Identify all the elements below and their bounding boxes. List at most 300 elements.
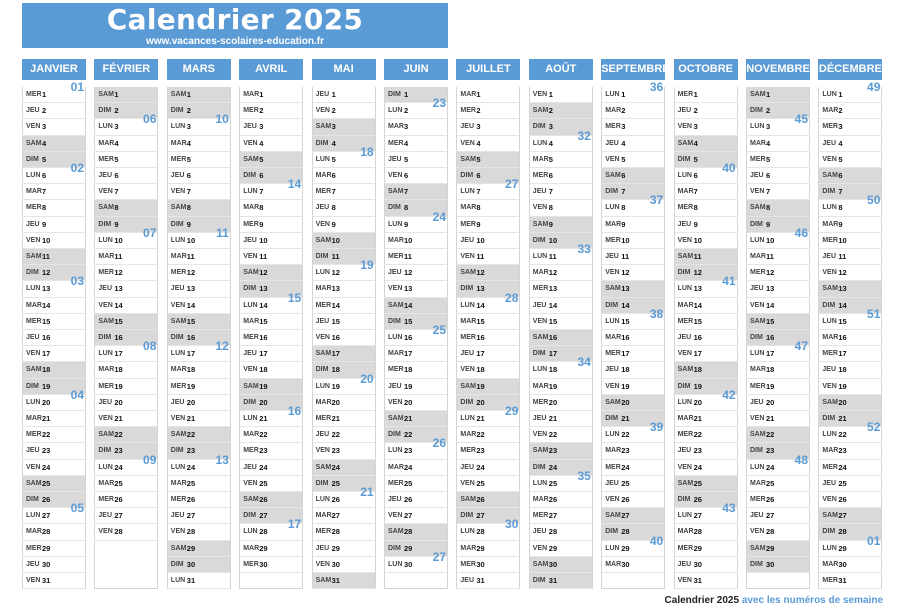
day-name: MER	[315, 415, 332, 422]
day-row	[818, 362, 882, 378]
day-name: VEN	[26, 463, 41, 471]
day-name: MAR	[388, 350, 404, 358]
day-number: 25	[766, 478, 775, 488]
week-number: 23	[432, 96, 446, 111]
day-row	[746, 136, 810, 152]
day-name: MER	[532, 285, 549, 293]
day-name: VEN	[605, 155, 620, 163]
day-row	[529, 443, 593, 459]
day-name: LUN	[315, 155, 330, 163]
day-number: 1	[838, 90, 843, 99]
day-name: MER	[532, 512, 549, 520]
day-name: JEU	[243, 236, 257, 244]
day-name: JEU	[26, 334, 40, 341]
day-name: MAR	[677, 301, 694, 309]
day-number: 24	[42, 462, 51, 472]
day-name: MER	[98, 155, 114, 163]
day-name: SAM	[243, 269, 259, 277]
day-name: MER	[460, 107, 476, 115]
day-name: SAM	[532, 107, 549, 115]
day-name: LUN	[677, 285, 692, 293]
day-name: MAR	[460, 91, 477, 98]
day-number: 10	[838, 235, 847, 245]
day-name: MAR	[26, 415, 42, 422]
day-row	[601, 492, 665, 508]
day-row	[384, 549, 448, 573]
empty-cell	[601, 573, 665, 589]
day-name: VEN	[605, 496, 620, 503]
day-row	[456, 177, 520, 200]
day-row	[529, 152, 593, 168]
day-name: SAM	[170, 91, 187, 98]
day-name: JEU	[388, 382, 402, 390]
day-row	[456, 404, 520, 427]
day-number: 25	[548, 478, 558, 488]
day-name: VEN	[822, 269, 837, 277]
day-number: 7	[186, 187, 191, 197]
day-name: VEN	[315, 107, 330, 115]
day-name: MAR	[243, 431, 260, 439]
day-name: JEU	[750, 172, 764, 179]
day-number: 13	[42, 284, 51, 294]
day-number: 12	[476, 268, 485, 278]
day-name: JEU	[750, 398, 764, 406]
week-number: 05	[70, 501, 84, 516]
day-number: 1	[476, 90, 481, 99]
day-number: 2	[259, 106, 264, 116]
day-name: DIM	[750, 220, 763, 228]
day-number: 6	[766, 171, 771, 180]
day-number: 31	[693, 576, 702, 585]
day-name: LUN	[677, 398, 692, 406]
day-number: 4	[114, 138, 119, 148]
day-row	[456, 152, 520, 168]
day-number: 24	[548, 462, 558, 472]
day-number: 20	[404, 397, 413, 407]
day-name: MAR	[388, 236, 404, 244]
day-name: MER	[243, 107, 259, 115]
day-name: DIM	[532, 236, 546, 244]
day-row	[529, 427, 593, 443]
day-number: 2	[693, 106, 698, 116]
day-number: 6	[186, 171, 191, 180]
day-name: JEU	[605, 139, 619, 147]
day-number: 7	[693, 187, 698, 197]
day-name: MER	[605, 123, 621, 131]
day-number: 24	[259, 462, 268, 472]
month-header: OCTOBRE	[674, 59, 738, 80]
day-name: SAM	[460, 269, 476, 277]
day-number: 5	[404, 154, 409, 164]
day-name: JEU	[388, 269, 402, 277]
day-name: JEU	[750, 512, 764, 520]
day-number: 26	[548, 495, 558, 504]
day-name: DIM	[26, 269, 39, 277]
day-name: DIM	[315, 479, 329, 487]
month-header: SEPTEMBRE	[601, 59, 665, 80]
day-number: 26	[693, 495, 702, 504]
day-name: JEU	[605, 366, 619, 374]
day-number: 16	[621, 333, 630, 342]
day-number: 2	[476, 106, 481, 116]
day-row	[674, 573, 738, 589]
day-number: 25	[186, 478, 196, 488]
day-number: 7	[259, 187, 264, 197]
day-row	[456, 330, 520, 346]
day-number: 15	[42, 316, 51, 326]
day-name: VEN	[532, 204, 548, 212]
day-row	[312, 485, 376, 508]
day-name: JEU	[532, 301, 547, 309]
day-number: 3	[186, 122, 191, 132]
day-row	[239, 233, 303, 249]
day-number: 27	[404, 511, 413, 521]
day-name: SAM	[26, 366, 42, 374]
day-row	[167, 298, 231, 314]
day-name: JEU	[98, 285, 113, 293]
page-title: Calendrier 2025	[106, 3, 364, 36]
day-name: LUN	[26, 512, 41, 520]
day-number: 23	[621, 446, 630, 456]
day-number: 31	[331, 576, 340, 585]
day-number: 30	[766, 559, 775, 569]
day-number: 26	[404, 495, 413, 504]
day-row	[239, 136, 303, 152]
day-name: SAM	[170, 204, 187, 212]
day-row	[22, 411, 86, 427]
week-number: 28	[505, 290, 519, 305]
day-number: 23	[259, 446, 268, 456]
day-name: DIM	[98, 220, 112, 228]
day-name: DIM	[460, 285, 474, 293]
day-name: MAR	[315, 512, 332, 520]
day-name: VEN	[605, 382, 620, 390]
day-number: 22	[548, 430, 558, 440]
day-row	[818, 346, 882, 362]
day-row	[746, 362, 810, 378]
day-number: 9	[476, 219, 481, 229]
day-name: MER	[315, 301, 332, 309]
day-number: 15	[259, 316, 268, 326]
day-name: VEN	[170, 528, 186, 536]
day-name: VEN	[750, 415, 765, 422]
day-number: 3	[259, 122, 264, 132]
day-name: SAM	[170, 431, 187, 439]
day-name: MAR	[677, 415, 694, 422]
day-row	[167, 492, 231, 508]
day-name: LUN	[822, 204, 837, 212]
day-row	[818, 249, 882, 265]
day-row	[601, 362, 665, 378]
day-number: 19	[186, 381, 196, 391]
day-name: MER	[822, 123, 838, 131]
day-row	[529, 411, 593, 427]
day-number: 11	[259, 252, 268, 261]
day-row	[384, 119, 448, 135]
day-row	[167, 339, 231, 362]
day-row	[601, 508, 665, 524]
day-name: MAR	[677, 188, 694, 196]
week-number: 04	[70, 387, 84, 402]
day-name: DIM	[532, 463, 546, 471]
week-number: 50	[867, 193, 881, 208]
day-row	[22, 557, 86, 573]
day-number: 16	[114, 333, 123, 342]
day-number: 29	[404, 543, 413, 553]
day-row	[529, 492, 593, 508]
day-number: 10	[259, 235, 268, 245]
day-name: MAR	[170, 253, 187, 260]
day-number: 12	[404, 268, 413, 278]
day-number: 3	[42, 122, 47, 132]
day-row	[529, 242, 593, 265]
day-row	[818, 265, 882, 281]
day-name: SAM	[605, 285, 621, 293]
day-name: MAR	[98, 366, 115, 374]
year-calendar	[22, 59, 884, 585]
day-name: DIM	[98, 334, 112, 341]
day-row	[674, 249, 738, 265]
day-row	[529, 395, 593, 411]
day-name: SAM	[170, 317, 187, 325]
day-number: 4	[838, 138, 843, 148]
month-header: JUILLET	[456, 59, 520, 80]
day-row	[529, 573, 593, 589]
day-row	[312, 119, 376, 135]
day-row	[818, 443, 882, 459]
day-number: 19	[42, 381, 51, 391]
day-number: 27	[548, 511, 558, 521]
day-name: LUN	[460, 528, 475, 536]
day-row	[746, 541, 810, 557]
day-row	[22, 217, 86, 233]
day-number: 18	[186, 365, 196, 375]
day-name: MER	[677, 204, 694, 212]
day-row	[674, 233, 738, 249]
week-number: 03	[70, 274, 84, 289]
day-number: 3	[331, 122, 336, 132]
day-row	[312, 411, 376, 427]
day-number: 14	[186, 300, 196, 310]
day-name: SAM	[532, 447, 549, 455]
day-row	[746, 168, 810, 184]
day-name: LUN	[388, 560, 403, 568]
day-name: VEN	[243, 366, 258, 374]
day-number: 5	[331, 154, 336, 164]
day-number: 8	[42, 203, 47, 213]
day-row	[22, 249, 86, 265]
day-name: SAM	[750, 544, 766, 552]
day-name: MAR	[388, 123, 404, 131]
day-name: JEU	[822, 139, 837, 147]
day-name: MER	[460, 220, 476, 228]
day-number: 22	[693, 430, 702, 440]
day-row	[529, 217, 593, 233]
day-name: SAM	[822, 172, 838, 179]
day-number: 7	[766, 187, 771, 197]
day-name: VEN	[170, 188, 186, 196]
day-name: MAR	[532, 382, 549, 390]
week-number: 39	[649, 420, 664, 435]
day-row	[384, 460, 448, 476]
day-name: MER	[170, 382, 187, 390]
day-name: DIM	[822, 188, 836, 196]
day-number: 4	[693, 138, 698, 148]
day-name: DIM	[460, 172, 474, 179]
day-row	[239, 290, 303, 314]
day-name: LUN	[98, 350, 113, 358]
day-number: 17	[693, 349, 702, 359]
day-row	[456, 119, 520, 135]
day-name: VEN	[532, 431, 548, 439]
day-row	[312, 258, 376, 281]
day-number: 18	[259, 365, 268, 375]
day-row	[22, 501, 86, 524]
day-row	[456, 443, 520, 459]
day-row	[456, 314, 520, 330]
day-name: MAR	[750, 366, 766, 374]
day-row	[239, 427, 303, 443]
day-row	[384, 136, 448, 152]
day-name: SAM	[315, 577, 332, 584]
day-number: 28	[186, 527, 196, 537]
week-number: 15	[287, 290, 302, 305]
day-number: 21	[114, 414, 123, 423]
day-row	[601, 395, 665, 411]
day-number: 12	[114, 268, 123, 278]
day-row	[601, 379, 665, 395]
day-name: LUN	[605, 544, 620, 552]
day-number: 11	[186, 252, 195, 261]
day-row	[312, 298, 376, 314]
day-number: 8	[259, 203, 264, 213]
day-number: 11	[766, 252, 774, 261]
day-name: MAR	[822, 107, 839, 115]
day-name: LUN	[460, 415, 475, 422]
week-number: 40	[722, 161, 736, 175]
day-name: VEN	[388, 398, 403, 406]
day-name: LUN	[677, 512, 692, 520]
day-row	[456, 265, 520, 281]
day-row	[456, 557, 520, 573]
week-number: 01	[70, 80, 84, 94]
day-number: 13	[404, 284, 413, 294]
day-row	[601, 443, 665, 459]
day-name: JEU	[98, 172, 113, 179]
day-row	[674, 161, 738, 184]
day-name: DIM	[460, 398, 474, 406]
day-number: 29	[766, 543, 775, 553]
day-name: JEU	[388, 155, 402, 163]
day-number: 19	[331, 381, 340, 391]
week-number: 47	[794, 339, 808, 354]
day-row	[674, 346, 738, 362]
day-name: DIM	[315, 366, 329, 374]
month-header: MARS	[167, 59, 231, 80]
day-name: LUN	[98, 123, 113, 131]
day-name: SAM	[315, 123, 332, 131]
day-name: SAM	[605, 398, 621, 406]
day-name: JEU	[677, 220, 692, 228]
day-name: SAM	[822, 285, 838, 293]
day-number: 11	[114, 252, 123, 261]
day-number: 20	[476, 397, 485, 407]
day-row	[94, 339, 158, 362]
day-number: 5	[186, 154, 191, 164]
day-number: 31	[42, 576, 51, 585]
day-number: 21	[621, 414, 630, 423]
day-row	[674, 460, 738, 476]
day-number: 21	[404, 414, 413, 423]
day-name: DIM	[315, 253, 329, 260]
month-column	[529, 59, 593, 585]
day-row	[312, 103, 376, 119]
day-name: VEN	[750, 528, 765, 536]
day-name: JEU	[677, 560, 692, 568]
day-row	[239, 249, 303, 265]
day-number: 9	[766, 219, 771, 229]
day-row	[818, 217, 882, 233]
day-number: 7	[548, 187, 553, 197]
day-name: SAM	[315, 236, 332, 244]
day-number: 12	[548, 268, 558, 278]
day-number: 10	[331, 235, 340, 245]
day-row	[167, 524, 231, 540]
day-number: 3	[404, 122, 409, 132]
day-row	[746, 281, 810, 297]
day-number: 29	[548, 543, 558, 553]
day-name: MER	[605, 350, 621, 358]
day-row	[239, 460, 303, 476]
day-name: SAM	[677, 253, 694, 260]
day-name: VEN	[532, 317, 548, 325]
day-row	[22, 573, 86, 589]
week-number: 49	[867, 80, 881, 94]
day-row	[746, 184, 810, 200]
day-name: VEN	[315, 334, 330, 341]
day-number: 30	[404, 559, 413, 569]
week-number: 38	[649, 306, 664, 321]
week-number: 51	[867, 306, 881, 321]
day-name: SAM	[98, 317, 114, 325]
day-number: 10	[404, 235, 413, 245]
day-number: 30	[186, 559, 196, 569]
day-number: 9	[114, 219, 119, 229]
day-number: 5	[838, 154, 843, 164]
day-row	[239, 492, 303, 508]
day-name: VEN	[315, 447, 330, 455]
week-number: 18	[360, 144, 374, 159]
day-name: SAM	[750, 91, 766, 98]
day-row	[818, 281, 882, 297]
day-number: 13	[621, 284, 630, 294]
day-name: VEN	[460, 253, 475, 260]
day-row	[384, 209, 448, 233]
day-number: 6	[838, 171, 843, 180]
day-row	[167, 379, 231, 395]
day-row	[239, 517, 303, 540]
day-row	[456, 517, 520, 540]
day-number: 24	[476, 462, 485, 472]
day-number: 10	[476, 235, 485, 245]
day-number: 30	[42, 559, 51, 569]
day-name: MER	[532, 398, 549, 406]
day-name: DIM	[677, 382, 691, 390]
day-name: LUN	[388, 334, 403, 341]
day-number: 23	[548, 446, 558, 456]
day-name: SAM	[822, 512, 838, 520]
day-number: 14	[838, 300, 847, 310]
